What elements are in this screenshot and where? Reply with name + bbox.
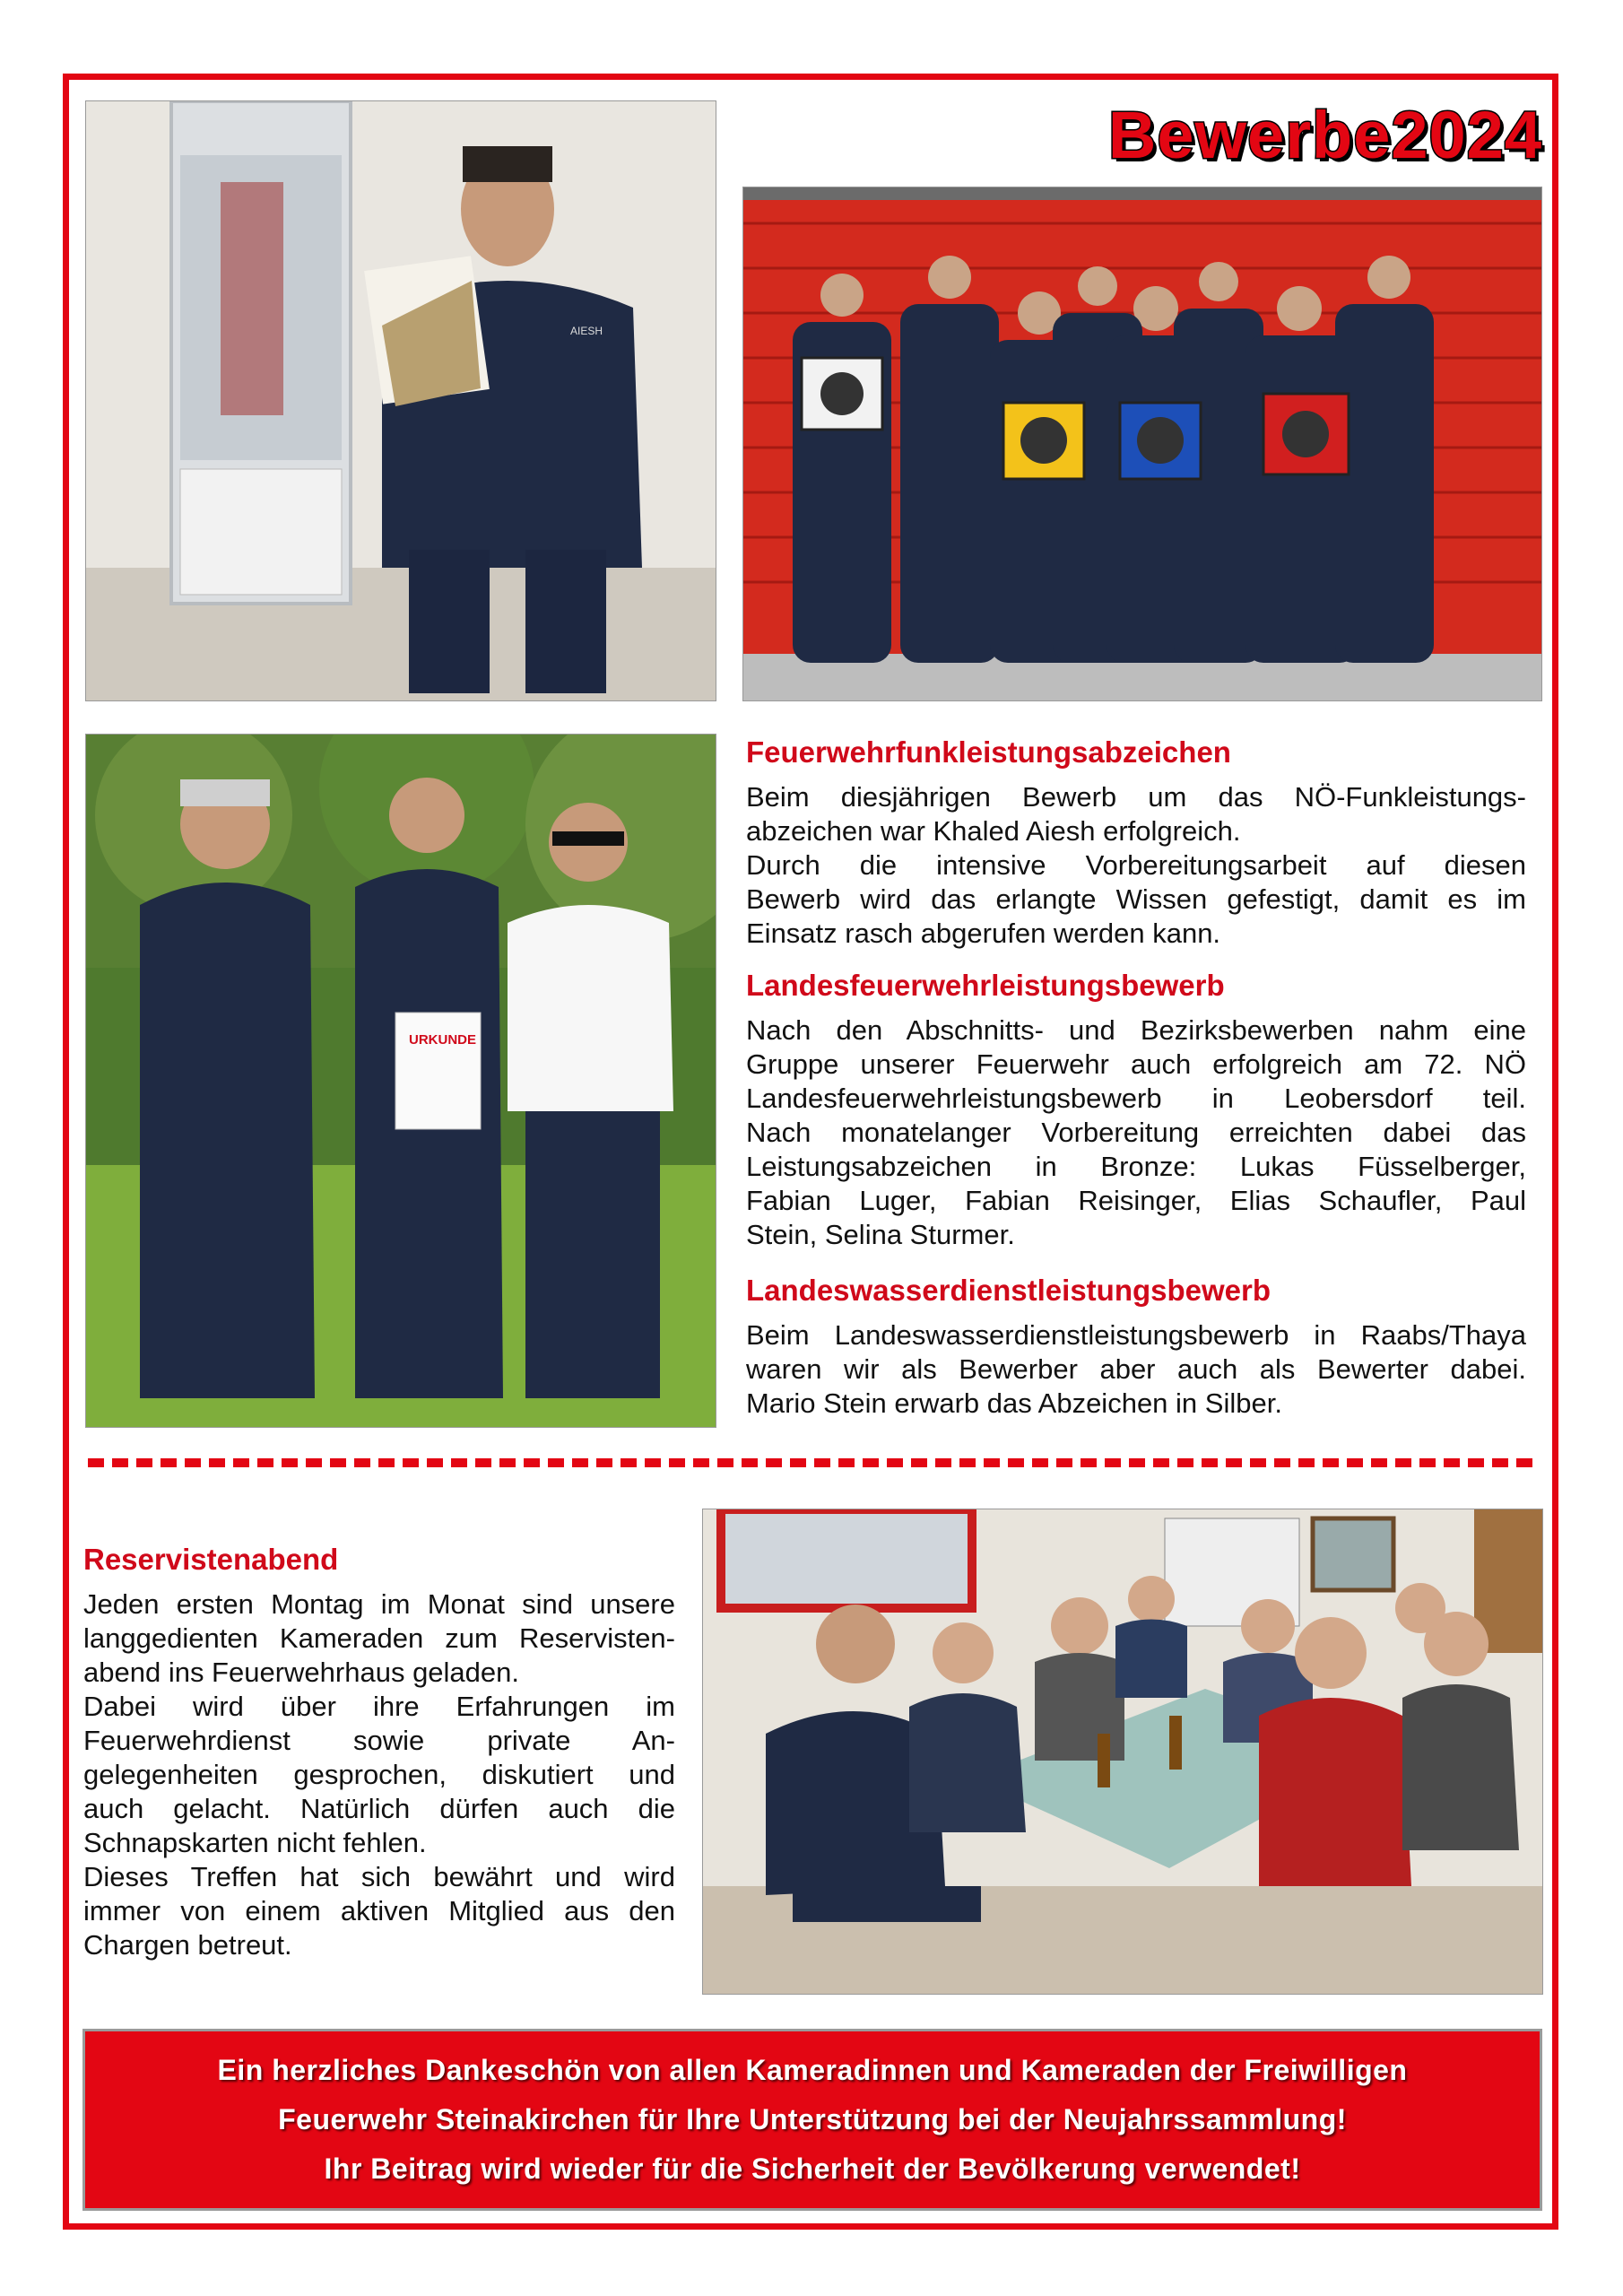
text-funk (746, 780, 1526, 951)
text-landes (746, 1013, 1526, 1252)
photo-badge-text: AIESH (570, 325, 603, 337)
text-wasser (746, 1318, 1526, 1421)
photo-funk-award (85, 100, 716, 701)
text-line: Dieses Treffen hat sich bewährt und wird (83, 1861, 675, 1892)
text-line: Fabian Luger, Fabian Reisinger, Elias Schaufler, Paul (746, 1185, 1526, 1216)
text-line: immer von einem aktiven Mitglied aus den (83, 1895, 675, 1926)
heading-funk: Feuerwehrfunkleistungsabzeichen (746, 735, 1231, 769)
text-line: waren wir als Bewerber aber auch als Bewerter dabei. (746, 1353, 1526, 1385)
text-line: Chargen betreut. (83, 1929, 292, 1961)
text-line: Gruppe unserer Feuerwehr auch erfolgreich am 72. NÖ (746, 1048, 1526, 1080)
banner-line: Ein herzliches Dankeschön von allen Kameradinnen und Kameraden der Freiwilligen (217, 2054, 1408, 2086)
text-reserve (83, 1587, 675, 1962)
text-line: Dabei wird über ihre Erfahrungen im (83, 1691, 675, 1722)
photo-reservists (702, 1509, 1543, 1995)
page-title: Bewerbe2024 (1107, 98, 1542, 172)
text-line: abend ins Feuerwehrhaus geladen. (83, 1657, 520, 1688)
text-line: gelegenheiten gesprochen, diskutiert und (83, 1759, 675, 1790)
text-line: auch gelacht. Natürlich dürfen auch die (83, 1793, 675, 1824)
section-divider (88, 1458, 1541, 1467)
heading-wasser: Landeswasserdienstleistungsbewerb (746, 1274, 1271, 1307)
text-line: Schnapskarten nicht fehlen. (83, 1827, 427, 1858)
banner-line: Ihr Beitrag wird wieder für die Sicherheit der Bevölkerung verwendet! (324, 2152, 1301, 2185)
text-line: Stein, Selina Sturmer. (746, 1219, 1015, 1250)
photo-certificate-text: URKUNDE (409, 1032, 476, 1048)
text-line: abzeichen war Khaled Aiesh erfolgreich. (746, 815, 1241, 847)
text-line: Beim Landeswasserdienstleistungsbewerb in Raabs/Thaya (746, 1319, 1526, 1351)
text-line: Durch die intensive Vorbereitungsarbeit auf diesen (746, 849, 1526, 881)
text-line: Beim diesjährigen Bewerb um das NÖ-Funkleistungs- (746, 781, 1526, 813)
text-line: Landesfeuerwehrleistungsbewerb in Leobersdorf teil. (746, 1083, 1526, 1114)
text-line: Nach den Abschnitts- und Bezirksbewerben nahm eine (746, 1014, 1526, 1046)
text-line: Leistungsabzeichen in Bronze: Lukas Füsselberger, (746, 1151, 1526, 1182)
text-line: langgedienten Kameraden zum Reservisten- (83, 1622, 675, 1654)
banner-line: Feuerwehr Steinakirchen für Ihre Unterstützung bei der Neujahrssammlung! (278, 2103, 1347, 2135)
text-line: Jeden ersten Montag im Monat sind unsere (83, 1588, 675, 1620)
photo-team (742, 187, 1542, 701)
text-line: Nach monatelanger Vorbereitung erreichten dabei das (746, 1117, 1526, 1148)
heading-reserve: Reservistenabend (83, 1543, 339, 1576)
heading-landes: Landesfeuerwehrleistungsbewerb (746, 969, 1225, 1002)
text-line: Bewerb wird das erlangte Wissen gefestigt, damit es im (746, 883, 1526, 915)
text-line: Feuerwehrdienst sowie private An- (83, 1725, 675, 1756)
text-line: Mario Stein erwarb das Abzeichen in Silber. (746, 1387, 1282, 1419)
photo-water-award (85, 734, 716, 1428)
thank-you-banner (82, 2029, 1542, 2211)
text-line: Einsatz rasch abgerufen werden kann. (746, 918, 1221, 949)
